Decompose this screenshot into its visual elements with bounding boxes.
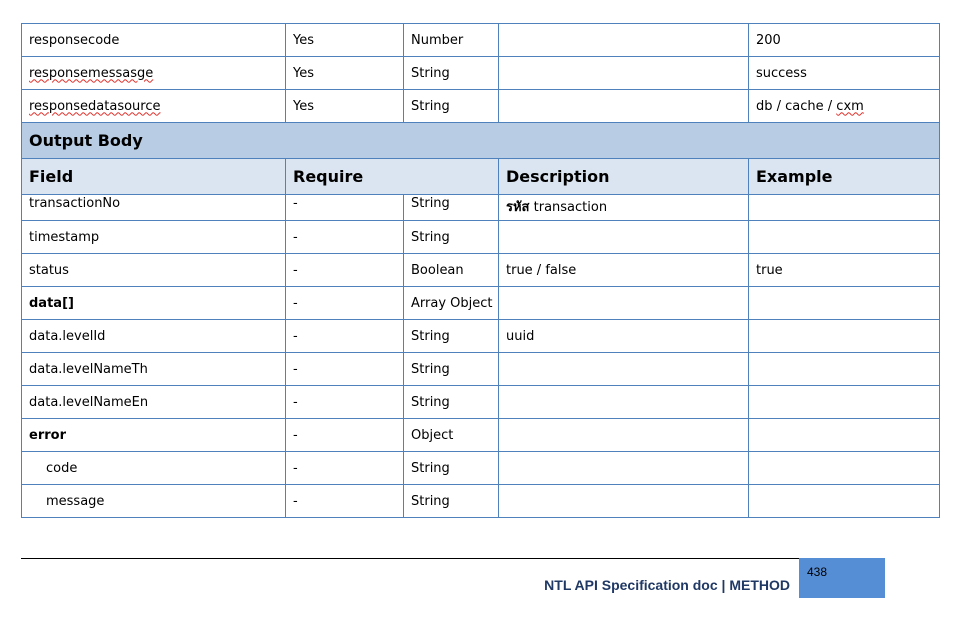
type-cell: String xyxy=(404,452,499,485)
field-cell: error xyxy=(22,419,286,452)
type-cell: String xyxy=(404,195,499,221)
section-header-row xyxy=(22,123,940,159)
table-row xyxy=(22,57,940,90)
page-number-box xyxy=(799,558,885,598)
table-row xyxy=(22,90,940,123)
description-cell: true / false xyxy=(499,254,749,287)
api-spec-table xyxy=(21,23,940,518)
type-cell: String xyxy=(404,221,499,254)
spellcheck-text: responsemessasge xyxy=(29,65,154,81)
column-header-example: Example xyxy=(749,159,940,195)
description-cell xyxy=(499,386,749,419)
example-cell xyxy=(749,221,940,254)
field-cell: code xyxy=(22,452,286,485)
require-cell: Yes xyxy=(286,24,404,57)
description-cell xyxy=(499,57,749,90)
field-cell: status xyxy=(22,254,286,287)
example-cell xyxy=(749,320,940,353)
example-cell xyxy=(749,90,940,123)
type-cell: String xyxy=(404,386,499,419)
require-cell: - xyxy=(286,221,404,254)
example-cell: success xyxy=(749,57,940,90)
require-cell: - xyxy=(286,287,404,320)
example-cell xyxy=(749,452,940,485)
field-cell: data[] xyxy=(22,287,286,320)
table-row xyxy=(22,254,940,287)
example-cell xyxy=(749,419,940,452)
table-row xyxy=(22,419,940,452)
section-title: Output Body xyxy=(22,123,940,159)
type-cell: Array Object xyxy=(404,287,499,320)
footer-divider xyxy=(21,558,801,559)
description-cell xyxy=(499,353,749,386)
page-number: 438 xyxy=(807,565,828,579)
require-cell: - xyxy=(286,195,404,221)
table-row xyxy=(22,386,940,419)
table-row xyxy=(22,24,940,57)
type-cell: String xyxy=(404,353,499,386)
type-cell: String xyxy=(404,485,499,518)
description-cell xyxy=(499,419,749,452)
footer-title: NTL API Specification doc | METHOD xyxy=(544,577,790,593)
description-cell xyxy=(499,90,749,123)
field-cell xyxy=(22,57,286,90)
require-cell: - xyxy=(286,353,404,386)
require-cell: - xyxy=(286,485,404,518)
require-cell: - xyxy=(286,419,404,452)
table-row xyxy=(22,195,940,221)
example-cell xyxy=(749,386,940,419)
description-cell xyxy=(499,485,749,518)
example-text: db / cache / xyxy=(756,98,837,114)
column-header-require: Require xyxy=(286,159,499,195)
field-cell: data.levelId xyxy=(22,320,286,353)
example-cell xyxy=(749,485,940,518)
description-cell xyxy=(499,24,749,57)
description-cell xyxy=(499,452,749,485)
column-header-description: Description xyxy=(499,159,749,195)
require-cell: Yes xyxy=(286,57,404,90)
type-cell: String xyxy=(404,90,499,123)
field-cell: data.levelNameTh xyxy=(22,353,286,386)
table-row xyxy=(22,353,940,386)
column-header-row xyxy=(22,159,940,195)
require-cell: - xyxy=(286,386,404,419)
description-text: transaction xyxy=(529,200,608,215)
type-cell: Number xyxy=(404,24,499,57)
field-cell: message xyxy=(22,485,286,518)
description-cell: uuid xyxy=(499,320,749,353)
require-cell: - xyxy=(286,320,404,353)
table-row xyxy=(22,221,940,254)
type-cell: Object xyxy=(404,419,499,452)
example-cell: true xyxy=(749,254,940,287)
type-cell: String xyxy=(404,57,499,90)
field-cell: responsecode xyxy=(22,24,286,57)
description-cell xyxy=(499,287,749,320)
field-cell: transactionNo xyxy=(22,195,286,221)
table-row xyxy=(22,485,940,518)
require-cell: - xyxy=(286,254,404,287)
example-cell xyxy=(749,353,940,386)
table-row xyxy=(22,320,940,353)
field-cell xyxy=(22,90,286,123)
table-row xyxy=(22,287,940,320)
field-cell: timestamp xyxy=(22,221,286,254)
description-cell xyxy=(499,195,749,221)
type-cell: String xyxy=(404,320,499,353)
require-cell: - xyxy=(286,452,404,485)
require-cell: Yes xyxy=(286,90,404,123)
table-row xyxy=(22,452,940,485)
example-cell: 200 xyxy=(749,24,940,57)
type-cell: Boolean xyxy=(404,254,499,287)
description-bold-text: รหัส xyxy=(506,200,530,215)
example-cell xyxy=(749,287,940,320)
description-cell xyxy=(499,221,749,254)
spellcheck-text: cxm xyxy=(836,98,864,114)
example-cell xyxy=(749,195,940,221)
spellcheck-text: responsedatasource xyxy=(29,98,161,114)
column-header-field: Field xyxy=(22,159,286,195)
field-cell: data.levelNameEn xyxy=(22,386,286,419)
